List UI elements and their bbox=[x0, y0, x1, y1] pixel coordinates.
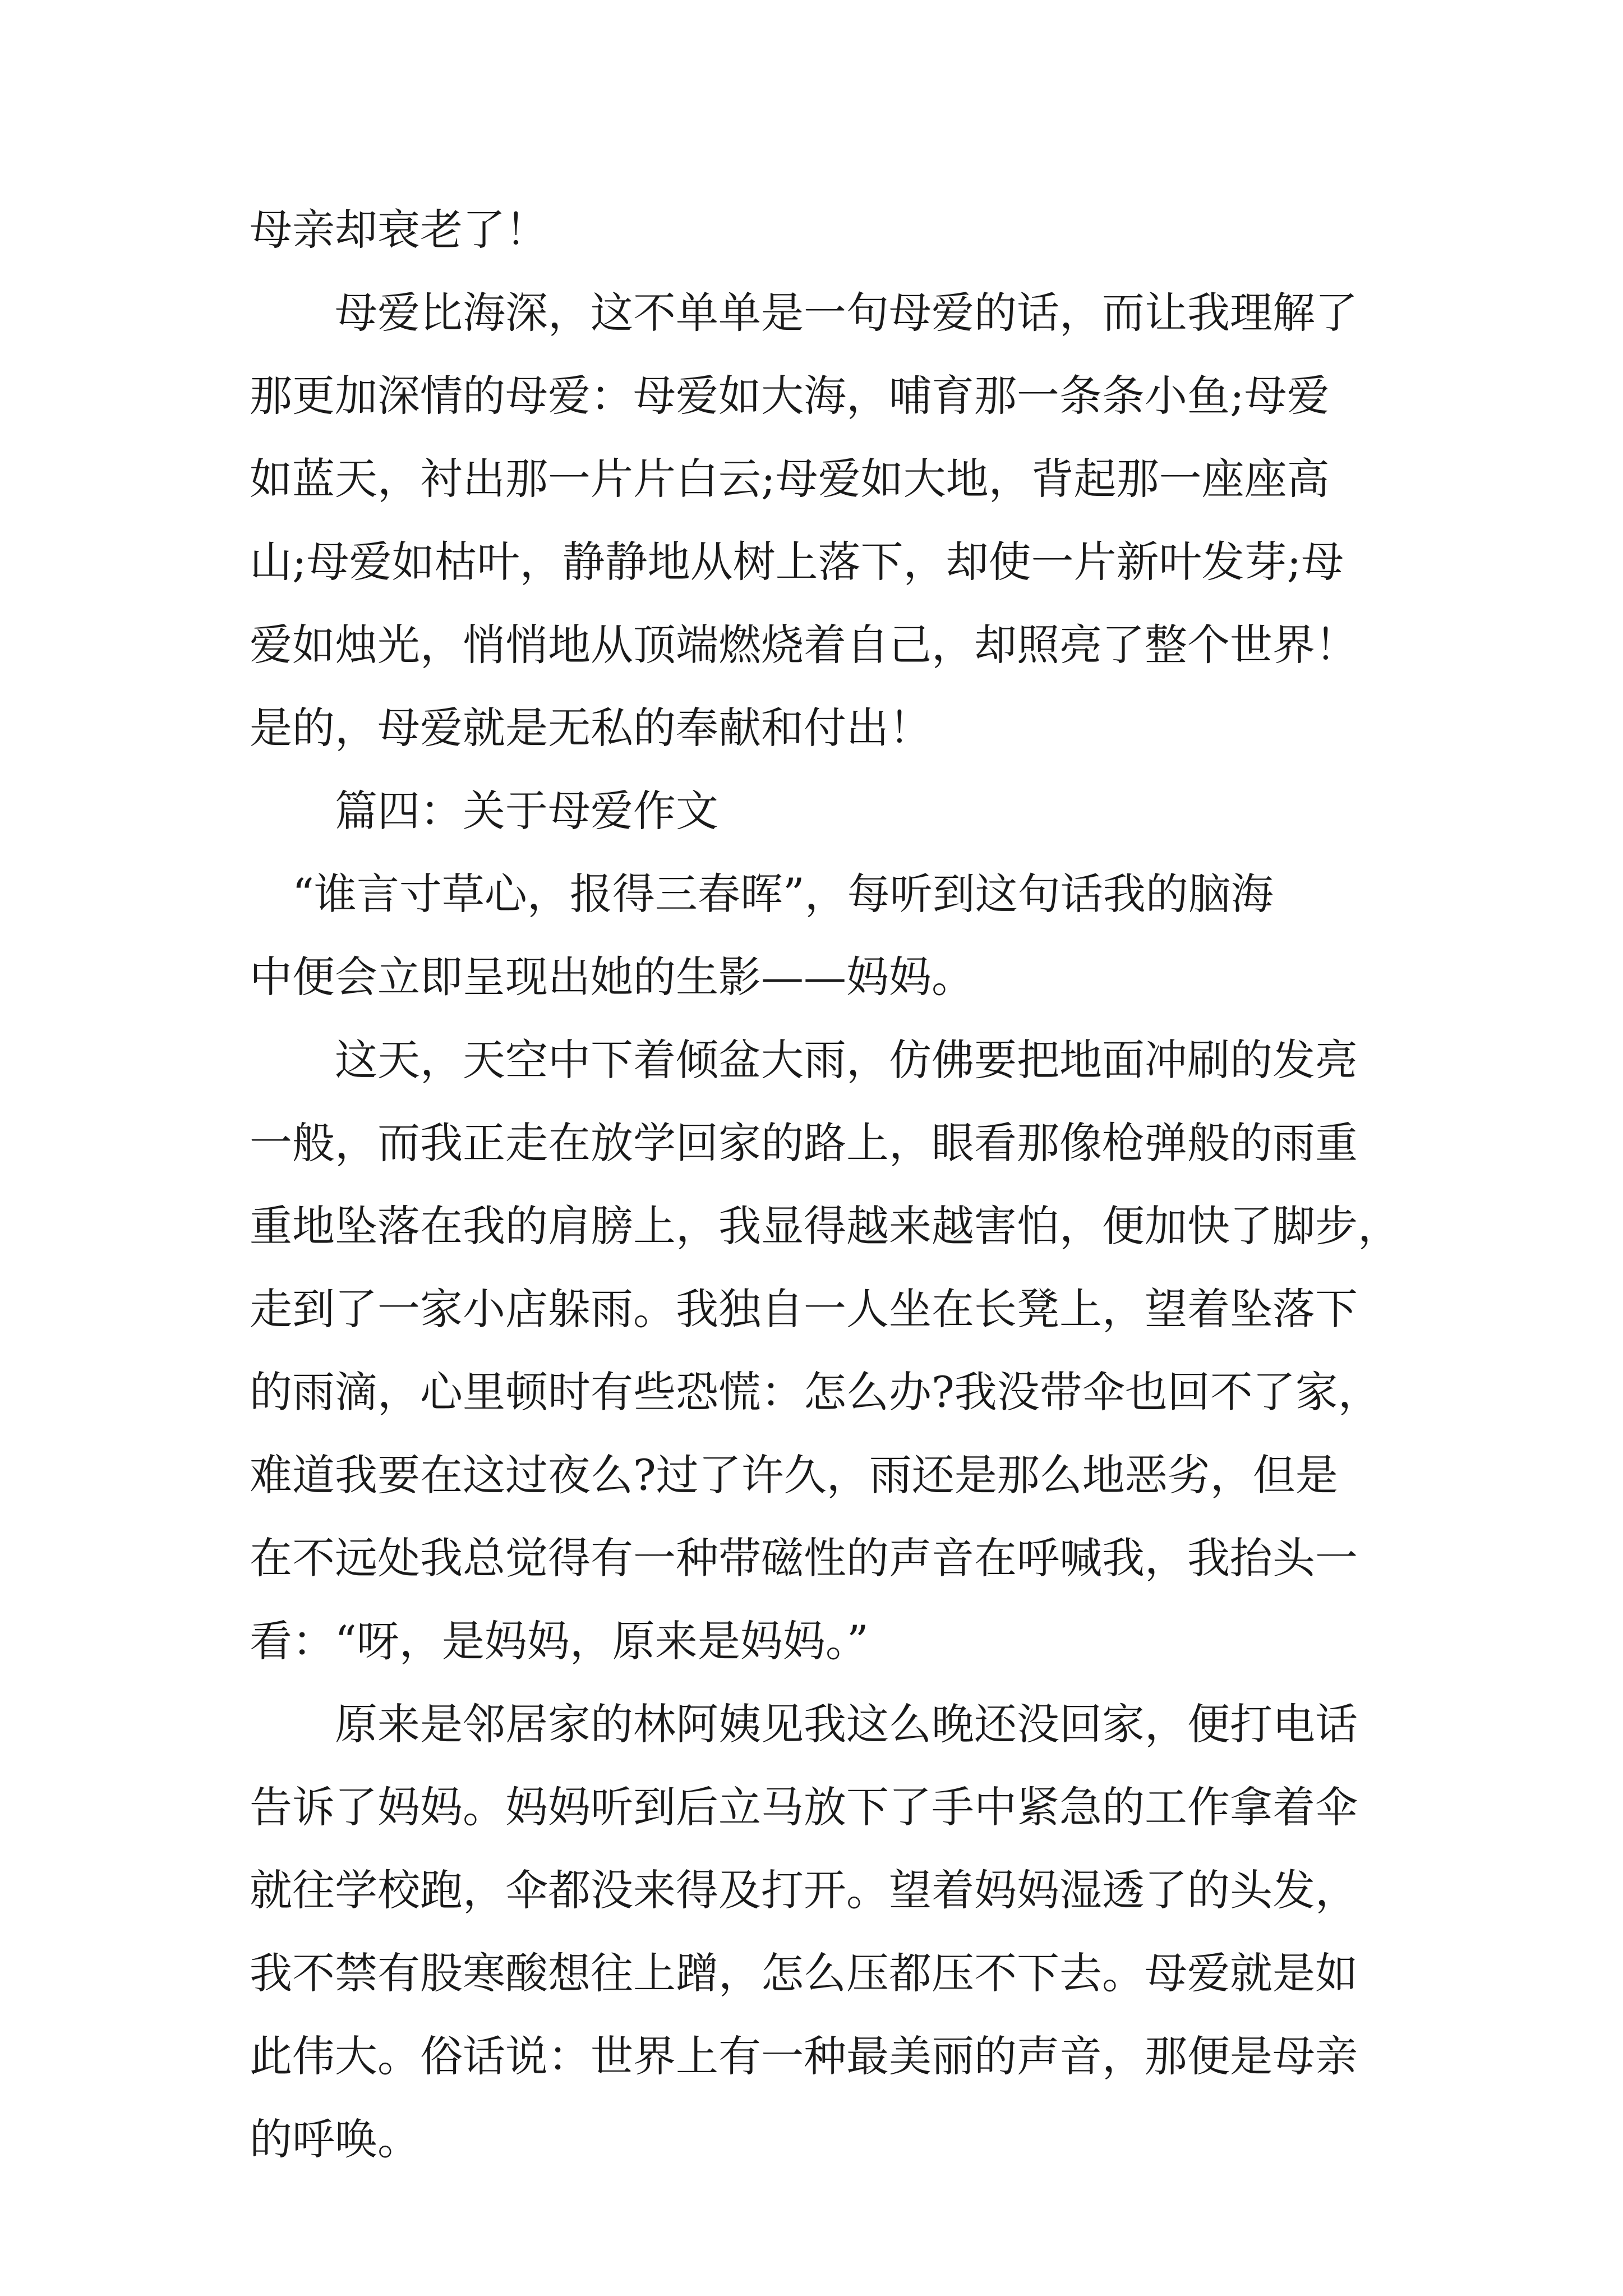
text-line: 我不禁有股寒酸想往上蹭，怎么压都压不下去。母爱就是如 bbox=[250, 1948, 1358, 1998]
text-line: 原来是邻居家的林阿姨见我这么晚还没回家，便打电话 bbox=[250, 1699, 1358, 1749]
text-line: 母亲却衰老了！ bbox=[250, 205, 548, 255]
text-line: 那更加深情的母爱：母爱如大海，哺育那一条条小鱼;母爱 bbox=[250, 371, 1330, 421]
text-line: 是的，母爱就是无私的奉献和付出！ bbox=[250, 703, 932, 753]
text-line: 告诉了妈妈。妈妈听到后立马放下了手中紧急的工作拿着伞 bbox=[250, 1782, 1358, 1832]
text-line: 爱如烛光，悄悄地从顶端燃烧着自己，却照亮了整个世界！ bbox=[250, 620, 1358, 670]
text-line: 就往学校跑，伞都没来得及打开。望着妈妈湿透了的头发， bbox=[250, 1865, 1358, 1915]
text-line: 母爱比海深，这不单单是一句母爱的话，而让我理解了 bbox=[250, 288, 1358, 338]
text-line: 重地坠落在我的肩膀上，我显得越来越害怕，便加快了脚步， bbox=[250, 1201, 1400, 1251]
text-line: 看：“呀，是妈妈，原来是妈妈。” bbox=[250, 1616, 869, 1666]
text-line: 的呼唤。 bbox=[250, 2114, 420, 2164]
text-line: 难道我要在这过夜么?过了许久，雨还是那么地恶劣，但是 bbox=[250, 1450, 1338, 1500]
text-line: 这天，天空中下着倾盆大雨，仿佛要把地面冲刷的发亮 bbox=[250, 1035, 1358, 1085]
text-line: “谁言寸草心，报得三春晖”，每听到这句话我的脑海 bbox=[250, 869, 1274, 919]
text-line: 走到了一家小店躲雨。我独自一人坐在长凳上，望着坠落下 bbox=[250, 1284, 1358, 1334]
text-line: 的雨滴，心里顿时有些恐慌：怎么办?我没带伞也回不了家， bbox=[250, 1367, 1381, 1417]
section-heading: 篇四：关于母爱作文 bbox=[250, 786, 718, 836]
text-line: 在不远处我总觉得有一种带磁性的声音在呼喊我，我抬头一 bbox=[250, 1533, 1358, 1583]
text-line: 山;母爱如枯叶，静静地从树上落下，却使一片新叶发芽;母 bbox=[250, 537, 1344, 587]
text-line: 一般，而我正走在放学回家的路上，眼看那像枪弹般的雨重 bbox=[250, 1118, 1358, 1168]
text-line: 中便会立即呈现出她的生影——妈妈。 bbox=[250, 952, 974, 1002]
text-line: 如蓝天，衬出那一片片白云;母爱如大地，背起那一座座高 bbox=[250, 454, 1330, 504]
text-line: 此伟大。俗话说：世界上有一种最美丽的声音，那便是母亲 bbox=[250, 2031, 1358, 2081]
